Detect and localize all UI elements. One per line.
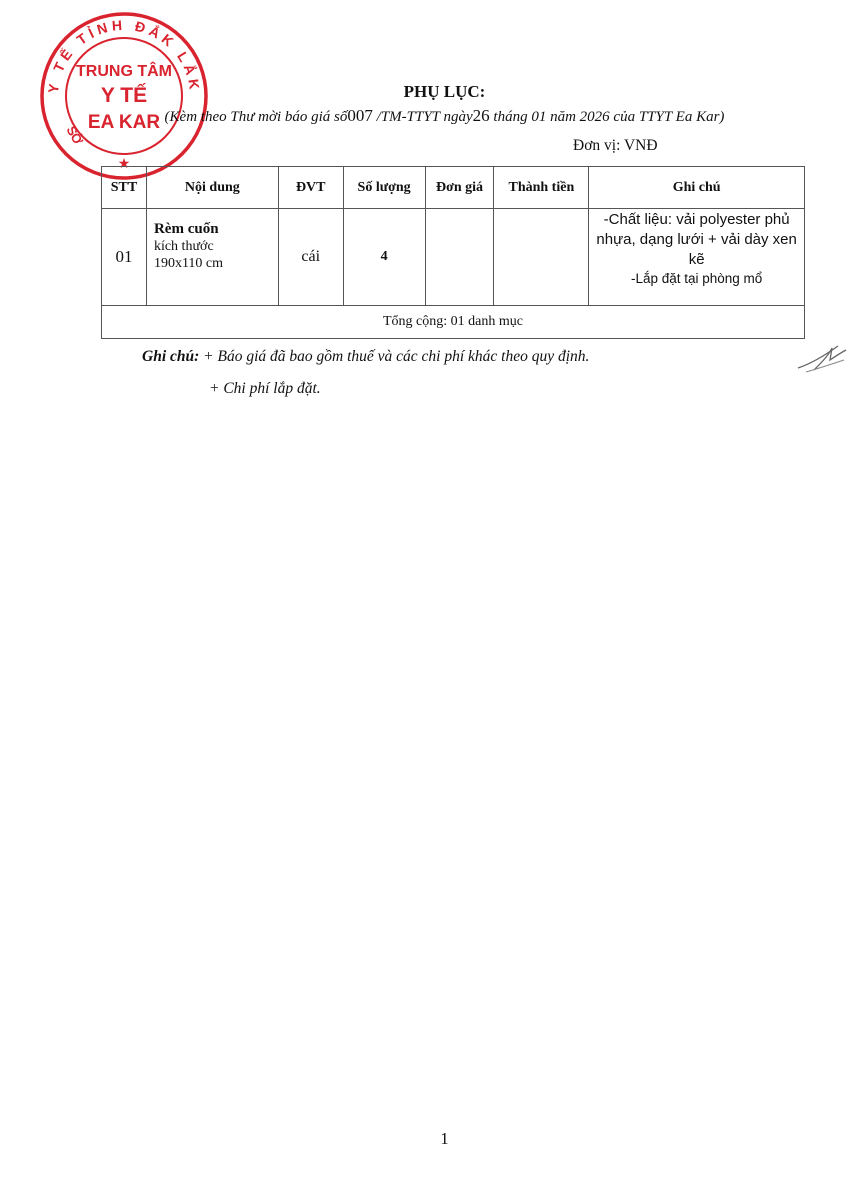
note-text-1: + Báo giá đã bao gồm thuế và các chi phí khác theo quy định. <box>199 348 590 365</box>
header-ghi-chu: Ghi chú <box>589 167 805 209</box>
stamp-ring-text-top: Y TẾ TỈNH ĐẮK LẮK <box>44 16 204 95</box>
header-thanh-tien: Thành tiền <box>494 167 589 209</box>
note-line-1 <box>142 348 589 366</box>
table-header-row <box>102 167 805 209</box>
note-line-2: + Chi phí lắp đặt. <box>209 380 321 397</box>
table-row <box>102 209 805 306</box>
stamp-center-line1: TRUNG TÂM <box>76 63 172 80</box>
subtitle-prefix: (Kèm theo Thư mời báo giá số <box>164 109 348 125</box>
doc-day: 26 <box>472 106 490 125</box>
note-material: -Chất liệu: vải polyester phủ nhựa, dạng lưới + vải dày xen kẽ <box>596 211 797 268</box>
currency-unit: Đơn vị: VNĐ <box>573 137 658 154</box>
stamp-star-icon: ★ <box>117 157 131 172</box>
page-number: 1 <box>440 1129 449 1148</box>
cell-dvt: cái <box>278 209 343 306</box>
total-text: Tổng cộng: 01 danh mục <box>102 306 805 339</box>
cell-noi-dung <box>146 209 278 306</box>
page-title: PHỤ LỤC: <box>403 82 486 101</box>
note-label: Ghi chú: <box>142 348 200 365</box>
item-size-line2: 190x110 cm <box>153 256 224 271</box>
subtitle-mid: /TM-TTYT ngày <box>372 109 473 125</box>
header-don-gia: Đơn giá <box>425 167 494 209</box>
header-noi-dung: Nội dung <box>146 167 278 209</box>
signature-mark <box>796 340 848 374</box>
stamp-center-line3: EA KAR <box>87 112 161 133</box>
header-stt: STT <box>102 167 147 209</box>
cell-don-gia <box>425 209 494 306</box>
item-name: Rèm cuốn <box>153 221 219 237</box>
doc-number: 007 <box>347 106 373 125</box>
note-installation: -Lắp đặt tại phòng mổ <box>630 271 763 286</box>
stamp-ring-text-bottom: SỞ <box>63 123 87 148</box>
cell-stt: 01 <box>102 209 147 306</box>
header-so-luong: Số lượng <box>343 167 425 209</box>
item-size-line1: kích thước <box>153 239 214 254</box>
cell-ghi-chu <box>589 209 805 306</box>
quotation-table <box>101 166 805 339</box>
cell-thanh-tien <box>494 209 589 306</box>
page-subtitle <box>0 106 849 126</box>
header-dvt: ĐVT <box>278 167 343 209</box>
table-total-row <box>102 306 805 339</box>
cell-so-luong: 4 <box>343 209 425 306</box>
subtitle-suffix: tháng 01 năm 2026 của TTYT Ea Kar) <box>489 109 725 125</box>
stamp-center-line2: Y TẾ <box>100 84 148 107</box>
